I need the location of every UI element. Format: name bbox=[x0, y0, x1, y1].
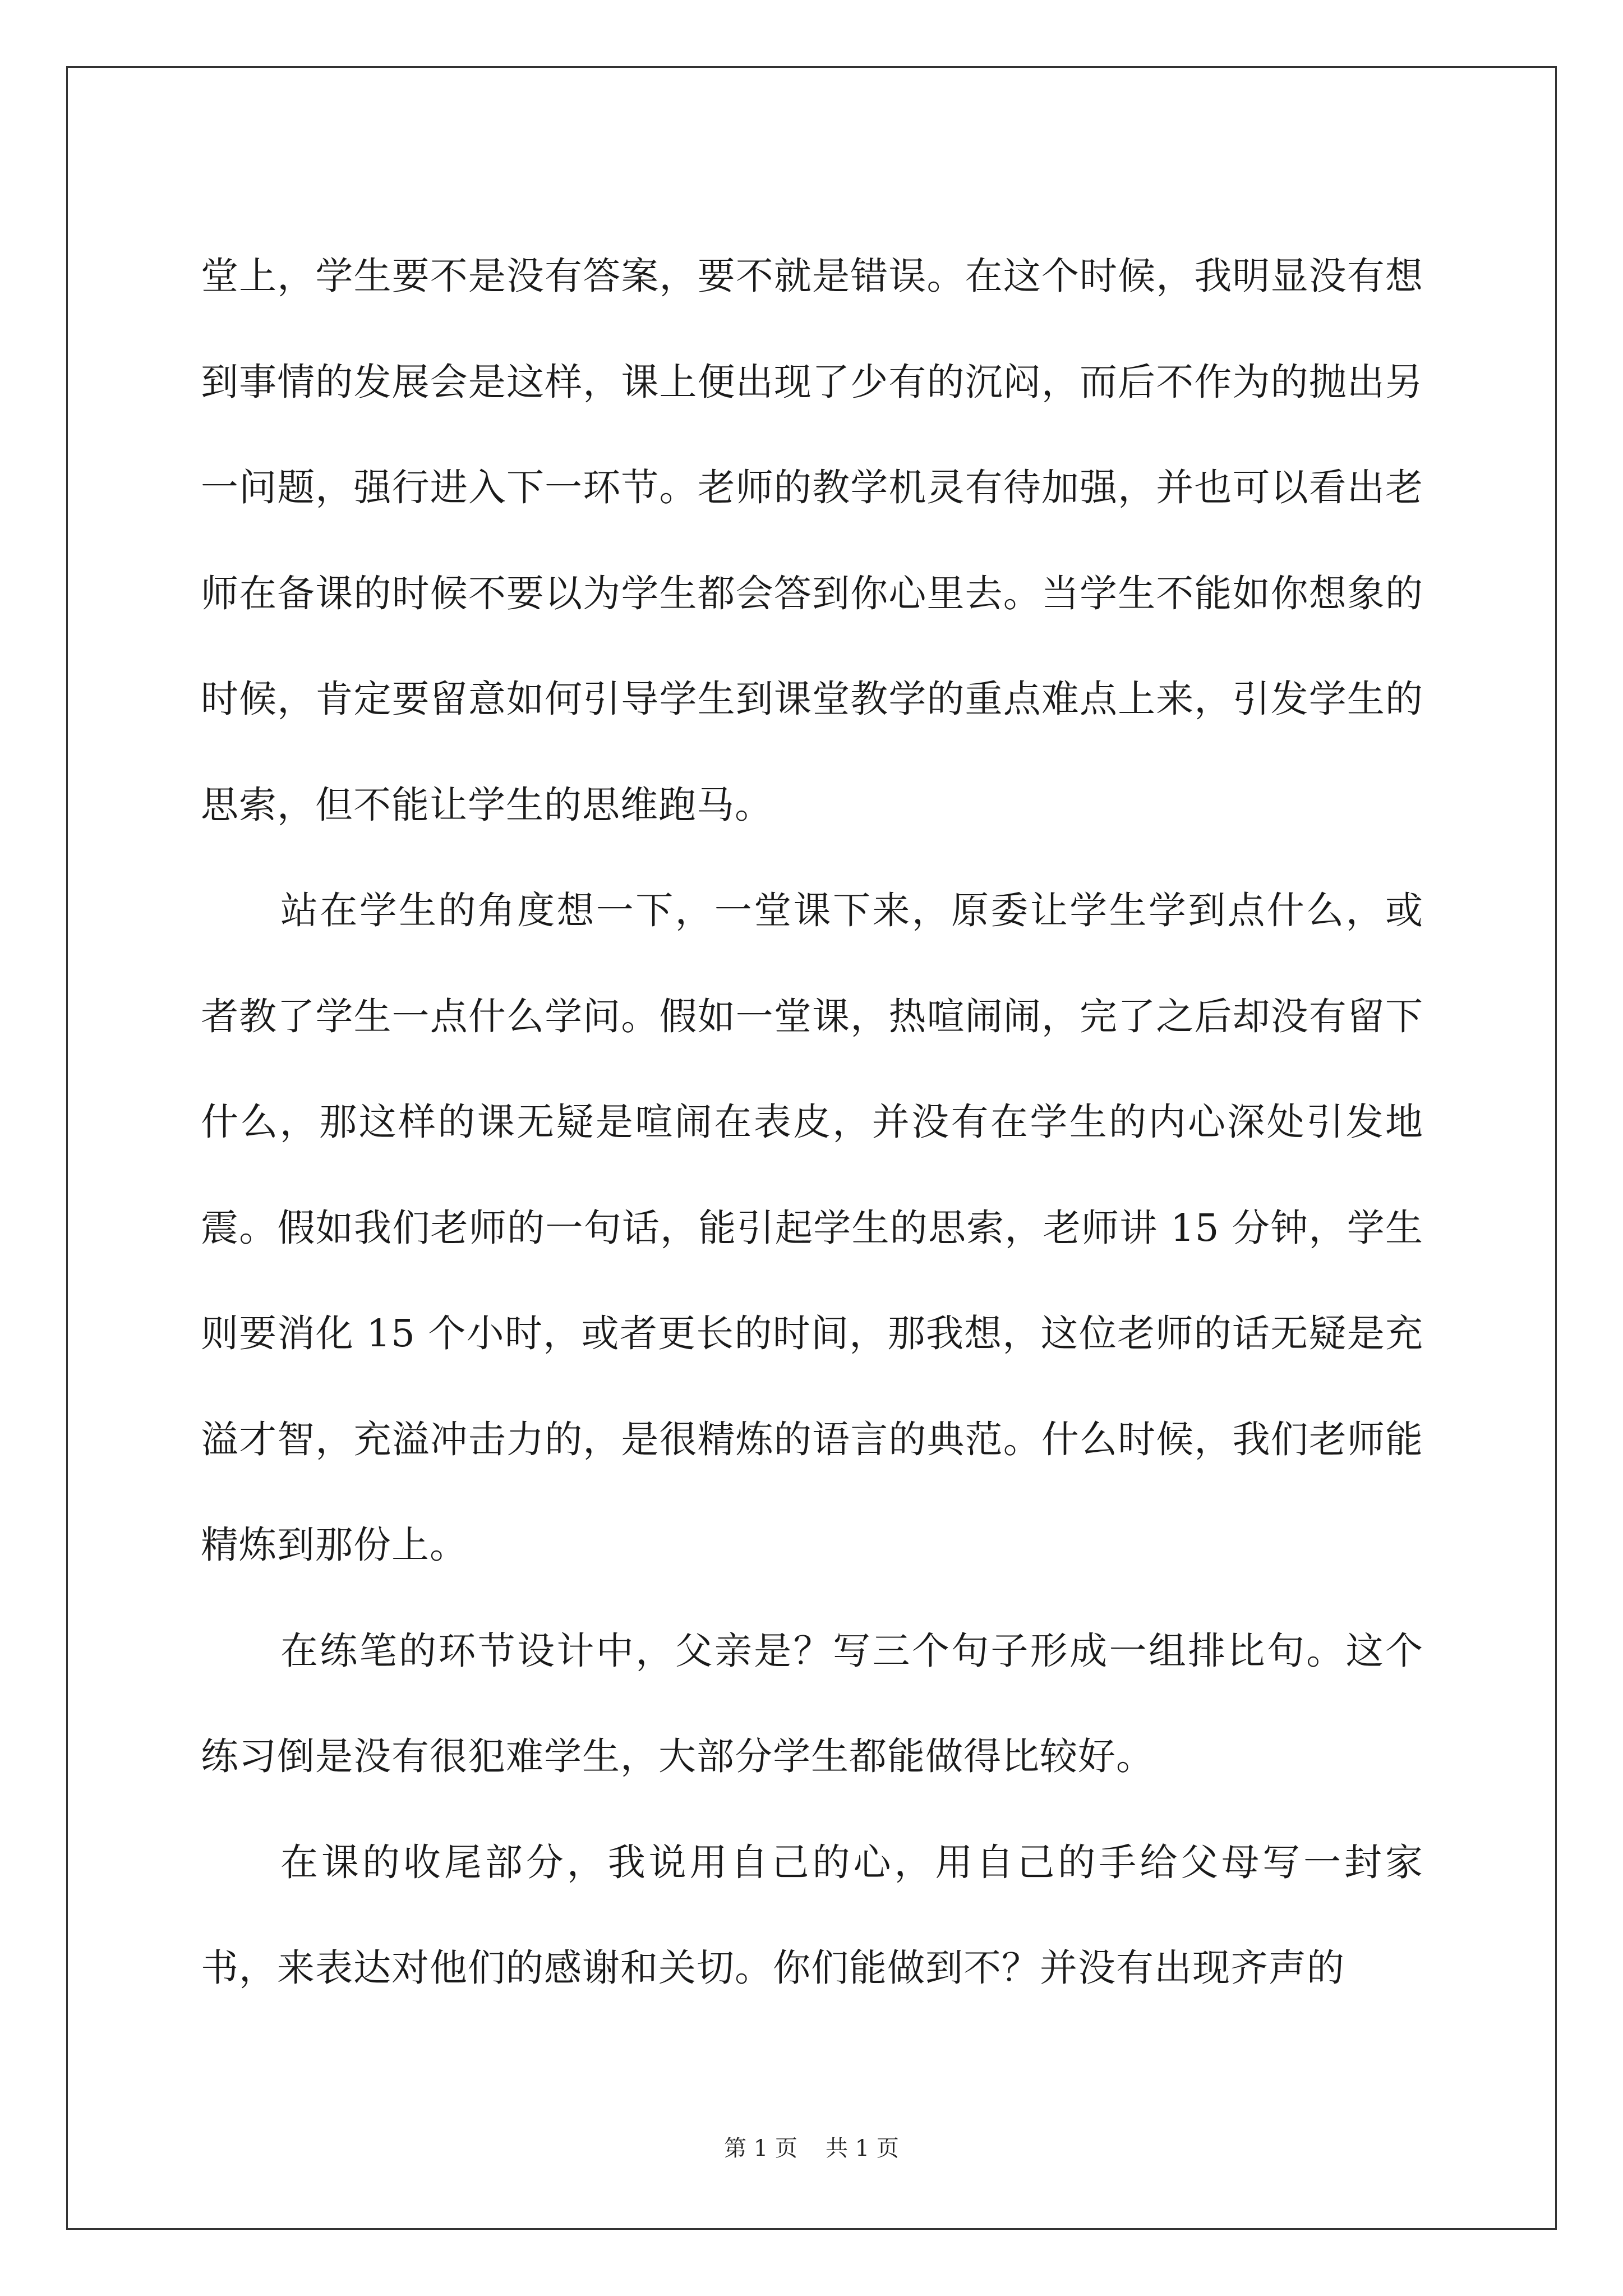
paragraph-4: 在课的收尾部分，我说用自己的心，用自己的手给父母写一封家书，来表达对他们的感谢和关切。你们能做到不？并没有出现齐声的 bbox=[201, 1840, 1423, 1990]
paragraph-1: 堂上，学生要不是没有答案，要不就是错误。在这个时候，我明显没有想到事情的发展会是这样，课上便出现了少有的沉闷，而后不作为的抛出另一问题，强行进入下一环节。老师的教学机灵有待加强，并也可以看出老师在备课的时候不要以为学生都会答到你心里去。当学生不能如你想象的时候，肯定要留意如何引导学生到课堂教学的重点难点上来，引发学生的思索，但不能让学生的思维跑马。 bbox=[201, 254, 1423, 827]
paragraph-3: 在练笔的环节设计中，父亲是？写三个句子形成一组排比句。这个练习倒是没有很犯难学生，大部分学生都能做得比较好。 bbox=[201, 1628, 1423, 1778]
page-footer bbox=[0, 2134, 1623, 2162]
page-total: 共 1 页 bbox=[826, 2136, 899, 2161]
paragraph-2: 站在学生的角度想一下，一堂课下来，原委让学生学到点什么，或者教了学生一点什么学问。假如一堂课，热喧闹闹，完了之后却没有留下什么，那这样的课无疑是喧闹在表皮，并没有在学生的内心深处引发地震。假如我们老师的一句话，能引起学生的思索，老师讲 15 分钟，学生则要消化 15 个小时，或者更长的时间，那我想，这位老师的话无疑是充溢才智，充溢冲击力的，是很精炼的语言的典范。什么时候，我们老师能精炼到那份上。 bbox=[201, 889, 1423, 1567]
page-number: 第 1 页 bbox=[724, 2136, 797, 2161]
document-body bbox=[201, 223, 1423, 2021]
